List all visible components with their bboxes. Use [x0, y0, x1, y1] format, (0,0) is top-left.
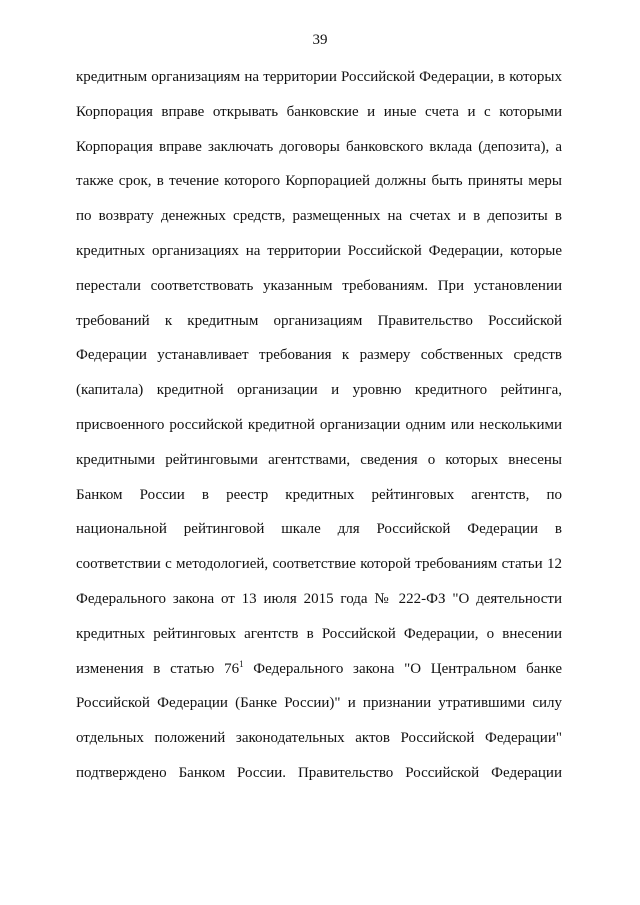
text-line: кредитных рейтинговых агентств в Российской Федерации, о внесении [76, 625, 562, 642]
text-line: Федерального закона от 13 июля 2015 года № 222-ФЗ "О деятельности [76, 590, 562, 607]
text-line-with-superscript [76, 658, 562, 693]
text-line: перестали соответствовать указанным требованиям. При установлении [76, 277, 562, 294]
text-line: (капитала) кредитной организации и уровню кредитного рейтинга, [76, 382, 562, 399]
text-line: кредитными рейтинговыми агентствами, сведения о которых внесены [76, 451, 562, 468]
text-fragment: изменения в статью 76 [76, 660, 240, 677]
text-line: подтверждено Банком России. Правительство Российской Федерации [76, 764, 562, 781]
body-text [76, 66, 562, 797]
superscript: 1 [239, 658, 244, 669]
text-line: отдельных положений законодательных актов Российской Федерации" [76, 730, 562, 747]
text-line: присвоенного российской кредитной организации одним или несколькими [76, 416, 562, 433]
page-number: 39 [312, 32, 328, 48]
text-line: кредитных организациях на территории Российской Федерации, которые [76, 242, 562, 259]
text-line: также срок, в течение которого Корпорацией должны быть приняты меры [76, 173, 562, 190]
text-line: национальной рейтинговой шкале для Российской Федерации в [76, 521, 562, 538]
text-line: Банком России в реестр кредитных рейтинговых агентств, по [76, 486, 562, 503]
text-line: Российской Федерации (Банке России)" и признании утратившими силу [76, 695, 562, 712]
text-line: соответствии с методологией, соответствие которой требованиям статьи 12 [76, 556, 562, 573]
text-line: Корпорация вправе открывать банковские и иные счета и с которыми [76, 103, 562, 120]
text-line: кредитным организациям на территории Российской Федерации, в которых [76, 69, 562, 85]
text-line: требований к кредитным организациям Правительство Российской [76, 312, 562, 329]
text-fragment: Федерального закона "О Центральном банке [243, 660, 562, 677]
text-line: Федерации устанавливает требования к размеру собственных средств [76, 347, 562, 364]
text-line: по возврату денежных средств, размещенных на счетах и в депозиты в [76, 208, 562, 225]
text-line: Корпорация вправе заключать договоры банковского вклада (депозита), а [76, 138, 562, 155]
